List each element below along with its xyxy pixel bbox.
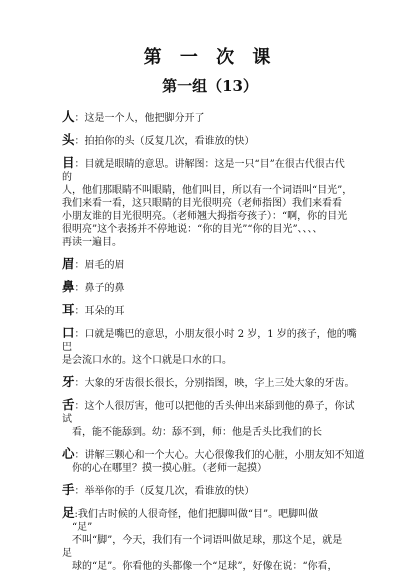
entry-bi — [62, 280, 358, 295]
entry-text: ：举举你的手（反复几次，看谁放的快） — [74, 486, 255, 497]
entry-text: ：眉毛的眉 — [74, 260, 125, 271]
entry-text: ：目就是眼睛的意思。讲解图：这是一只“目”在很古代很古代 — [74, 159, 345, 170]
entry-text: ：大象的牙齿很长很长，分别指图，映，字上三处大象的牙齿。 — [74, 378, 355, 389]
entry-text: 人，他们那眼睛不叫眼睛，他们叫目，所以有一个词语叫“目光”， — [62, 185, 353, 196]
entry-text: ：鼻子的鼻 — [74, 283, 125, 294]
lesson-title: 第 一 次 课 — [143, 47, 277, 68]
entry-text: 再读一遍目。 — [62, 237, 122, 248]
entry-er — [62, 303, 358, 318]
entry-head: 足 — [62, 505, 75, 520]
entry-head: 人 — [62, 109, 75, 124]
entry-text: ：拍拍你的头（反复几次，看谁放的快） — [74, 136, 255, 147]
entry-head: 眉 — [62, 256, 75, 271]
entry-head: 头 — [62, 132, 75, 147]
entry-ren — [62, 110, 358, 125]
entry-head: 舌 — [62, 397, 75, 412]
entry-head: 牙 — [62, 374, 75, 389]
entry-head: 耳 — [62, 302, 75, 317]
entry-head: 手 — [62, 482, 75, 497]
entry-head: 心 — [62, 446, 75, 461]
entry-text: :我们古时候的人很奇怪，他们把脚叫做“目”。吧脚叫做 — [74, 509, 319, 520]
entry-text: ：耳朵的耳 — [74, 306, 125, 317]
entry-text: ：这个人很厉害，他可以把他的舌头伸出来舔到他的鼻子，你试 — [74, 401, 355, 412]
entry-text: ：讲解三颗心和一个大心。大心很像我们的心脏，小朋友知不知道 — [74, 450, 365, 461]
group-subtitle: 第一组（13） — [162, 77, 258, 95]
entry-text: 的 — [62, 172, 72, 183]
entry-text: 球的“足”。你看他的头都像一个“足球”，好像在说：“你看， — [72, 561, 338, 572]
entry-shou — [62, 483, 358, 498]
entry-ya — [62, 375, 358, 390]
entry-head: 口 — [62, 325, 75, 340]
entry-tou — [62, 133, 358, 148]
entry-text: 小朋友谁的目光很明亮。（老师翘大拇指夸孩子）：“啊，你的目光 — [62, 211, 348, 222]
entry-text: 足 — [62, 548, 72, 559]
entry-she — [62, 398, 358, 439]
entry-text: 我们来看一看，这只眼睛的目光很明亮（老师指图）我们来看看 — [62, 198, 342, 209]
entry-kou — [62, 326, 358, 367]
entry-text: ：这是一个人，他把脚分开了 — [74, 113, 205, 124]
entry-text: 你的心在哪里？摸一摸心脏。（老师一起摸） — [72, 463, 267, 474]
entry-text: 很明亮”这个表扬并不停地说：“你的目光”“你的目光”、、、、 — [62, 224, 323, 235]
entry-text: 试 — [62, 414, 72, 425]
entry-head: 目 — [62, 155, 75, 170]
entry-xin — [62, 446, 365, 475]
entry-mu — [62, 156, 358, 249]
entry-text: 不叫“脚”，今天，我们有一个词语叫做足球，那这个足，就是 — [72, 535, 343, 546]
entry-text: 是会流口水的。这个口就是口水的口。 — [62, 355, 232, 366]
entry-text: 巴 — [62, 342, 72, 353]
entry-text: “足” — [72, 522, 93, 533]
entry-mei — [62, 257, 358, 272]
entry-text: ：口就是嘴巴的意思，小朋友很小时 2 岁，1 岁的孩子，他的嘴 — [74, 329, 357, 340]
entry-text: 看，能不能舔到。幼：舔不到，师：他是舌头比我们的长 — [72, 427, 322, 438]
entry-zu — [62, 506, 358, 573]
entry-head: 鼻 — [62, 279, 75, 294]
